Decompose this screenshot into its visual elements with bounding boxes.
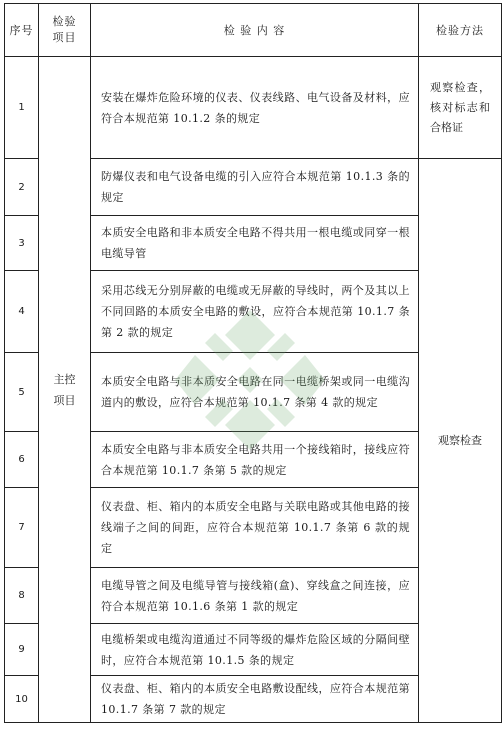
header-no: 序号	[5, 4, 39, 57]
row-number: 9	[5, 624, 39, 676]
row-content: 安装在爆炸危险环境的仪表、仪表线路、电气设备及材料，应符合本规范第 10.1.2 条的规定	[91, 57, 419, 159]
row-number: 6	[5, 432, 39, 488]
header-item: 检验项目	[39, 4, 91, 57]
row-content: 防爆仪表和电气设备电缆的引入应符合本规范第 10.1.3 条的规定	[91, 159, 419, 216]
row-number: 3	[5, 216, 39, 271]
row-content: 采用芯线无分别屏蔽的电缆或无屏蔽的导线时，两个及其以上不同回路的本质安全电路的敷设，应符合本规范第 10.1.7 条第 2 款的规定	[91, 271, 419, 353]
category-cell: 主控项目	[39, 57, 91, 723]
row-number: 2	[5, 159, 39, 216]
row-content: 仪表盘、柜、箱内的本质安全电路与关联电路或其他电路的接线端子之间的间距，应符合本规范第 10.1.7 条第 6 款的规定	[91, 488, 419, 568]
method-cell-rest: 观察检查	[419, 159, 502, 723]
row-content: 本质安全电路与非本质安全电路在同一电缆桥架或同一电缆沟道内的敷设，应符合本规范第 10.1.7 条第 4 款的规定	[91, 353, 419, 432]
row-content: 电缆桥架或电缆沟道通过不同等级的爆炸危险区域的分隔间壁时，应符合本规范第 10.1.5 条的规定	[91, 624, 419, 676]
header-content: 检 验 内 容	[91, 4, 419, 57]
row-content: 电缆导管之间及电缆导管与接线箱(盒)、穿线盒之间连接，应符合本规范第 10.1.6 条第 1 款的规定	[91, 568, 419, 624]
header-method: 检验方法	[419, 4, 502, 57]
row-content: 仪表盘、柜、箱内的本质安全电路敷设配线，应符合本规范第 10.1.7 条第 7 款的规定	[91, 676, 419, 723]
inspection-table	[4, 3, 502, 723]
row-number: 1	[5, 57, 39, 159]
row-number: 10	[5, 676, 39, 723]
method-cell-first: 观察检查，核对标志和合格证	[419, 57, 502, 159]
header-row	[5, 4, 502, 57]
row-number: 8	[5, 568, 39, 624]
row-number: 5	[5, 353, 39, 432]
row-number: 4	[5, 271, 39, 353]
row-content: 本质安全电路和非本质安全电路不得共用一根电缆或同穿一根电缆导管	[91, 216, 419, 271]
row-content: 本质安全电路与非本质安全电路共用一个接线箱时，接线应符合本规范第 10.1.7 条第 5 款的规定	[91, 432, 419, 488]
row-number: 7	[5, 488, 39, 568]
table-row	[5, 57, 502, 159]
